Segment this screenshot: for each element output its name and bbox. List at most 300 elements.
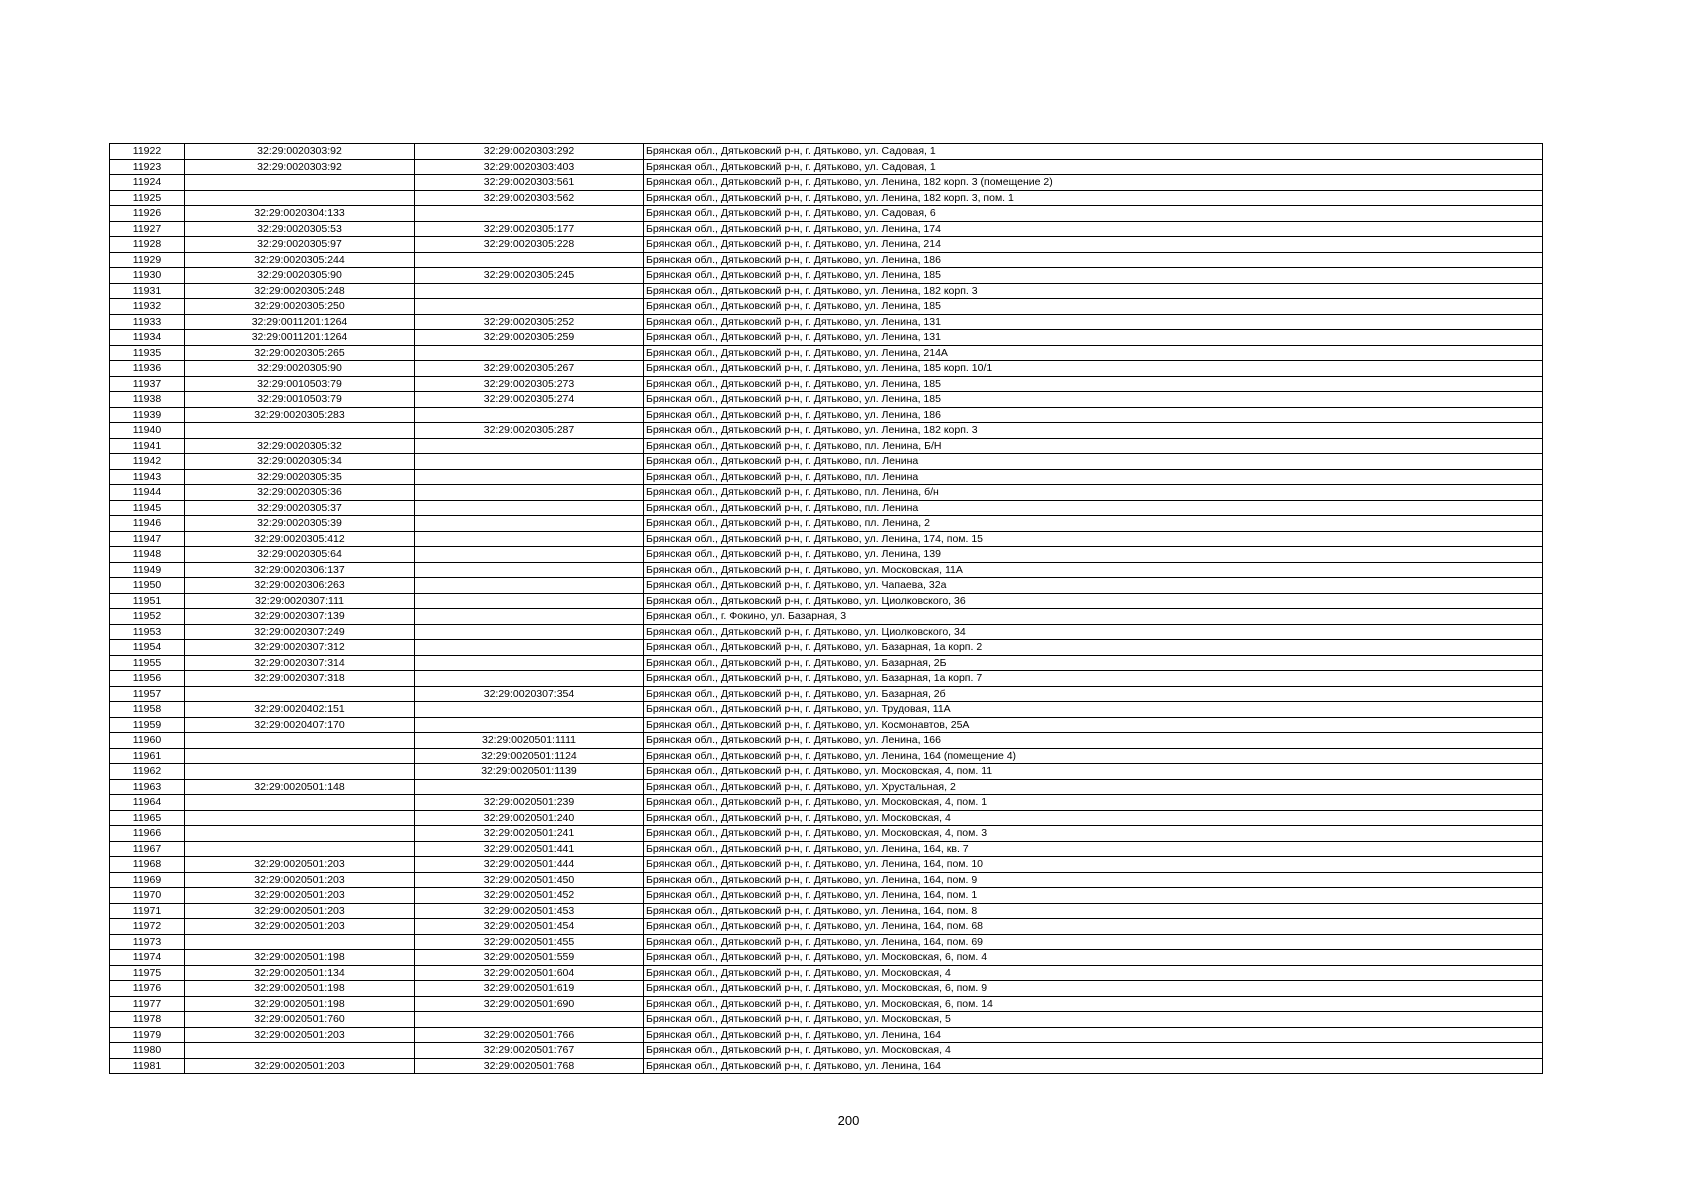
address-cell: Брянская обл., Дятьковский р-н, г. Дятьково, ул. Ленина, 214	[644, 237, 1543, 253]
land-cadastral-number-cell: 32:29:0020501:198	[185, 981, 415, 997]
table-row	[110, 330, 1543, 346]
object-cadastral-number-cell: 32:29:0020305:273	[415, 376, 644, 392]
land-cadastral-number-cell: 32:29:0020501:148	[185, 779, 415, 795]
row-number-cell: 11978	[110, 1012, 185, 1028]
address-cell: Брянская обл., Дятьковский р-н, г. Дятьково, ул. Ленина, 182 корп. 3 (помещение 2)	[644, 175, 1543, 191]
land-cadastral-number-cell: 32:29:0020305:90	[185, 268, 415, 284]
address-cell: Брянская обл., Дятьковский р-н, г. Дятьково, ул. Ленина, 185 корп. 10/1	[644, 361, 1543, 377]
table-row	[110, 376, 1543, 392]
object-cadastral-number-cell	[415, 609, 644, 625]
address-cell: Брянская обл., Дятьковский р-н, г. Дятьково, ул. Московская, 5	[644, 1012, 1543, 1028]
address-cell: Брянская обл., Дятьковский р-н, г. Дятьково, ул. Ленина, 164	[644, 1027, 1543, 1043]
land-cadastral-number-cell	[185, 423, 415, 439]
table-row	[110, 810, 1543, 826]
address-cell: Брянская обл., Дятьковский р-н, г. Дятьково, ул. Московская, 6, пом. 14	[644, 996, 1543, 1012]
row-number-cell: 11980	[110, 1043, 185, 1059]
row-number-cell: 11954	[110, 640, 185, 656]
address-cell: Брянская обл., Дятьковский р-н, г. Дятьково, ул. Хрустальная, 2	[644, 779, 1543, 795]
address-cell: Брянская обл., Дятьковский р-н, г. Дятьково, ул. Базарная, 2б	[644, 686, 1543, 702]
row-number-cell: 11935	[110, 345, 185, 361]
object-cadastral-number-cell: 32:29:0020307:354	[415, 686, 644, 702]
land-cadastral-number-cell: 32:29:0020303:92	[185, 159, 415, 175]
table-row	[110, 640, 1543, 656]
object-cadastral-number-cell	[415, 469, 644, 485]
row-number-cell: 11944	[110, 485, 185, 501]
row-number-cell: 11947	[110, 531, 185, 547]
object-cadastral-number-cell: 32:29:0020501:441	[415, 841, 644, 857]
row-number-cell: 11967	[110, 841, 185, 857]
table-row	[110, 392, 1543, 408]
row-number-cell: 11933	[110, 314, 185, 330]
object-cadastral-number-cell: 32:29:0020501:1111	[415, 733, 644, 749]
address-cell: Брянская обл., Дятьковский р-н, г. Дятьково, ул. Ленина, 186	[644, 252, 1543, 268]
land-cadastral-number-cell	[185, 190, 415, 206]
land-cadastral-number-cell: 32:29:0020304:133	[185, 206, 415, 222]
object-cadastral-number-cell: 32:29:0020501:690	[415, 996, 644, 1012]
object-cadastral-number-cell: 32:29:0020501:452	[415, 888, 644, 904]
object-cadastral-number-cell	[415, 345, 644, 361]
table-row	[110, 779, 1543, 795]
row-number-cell: 11969	[110, 872, 185, 888]
address-cell: Брянская обл., Дятьковский р-н, г. Дятьково, ул. Ленина, 185	[644, 299, 1543, 315]
land-cadastral-number-cell: 32:29:0020307:312	[185, 640, 415, 656]
address-cell: Брянская обл., Дятьковский р-н, г. Дятьково, ул. Базарная, 1а корп. 7	[644, 671, 1543, 687]
land-cadastral-number-cell	[185, 175, 415, 191]
address-cell: Брянская обл., Дятьковский р-н, г. Дятьково, ул. Садовая, 1	[644, 144, 1543, 160]
object-cadastral-number-cell: 32:29:0020305:259	[415, 330, 644, 346]
land-cadastral-number-cell: 32:29:0020305:265	[185, 345, 415, 361]
row-number-cell: 11950	[110, 578, 185, 594]
address-cell: Брянская обл., Дятьковский р-н, г. Дятьково, ул. Ленина, 186	[644, 407, 1543, 423]
object-cadastral-number-cell	[415, 702, 644, 718]
row-number-cell: 11976	[110, 981, 185, 997]
table-row	[110, 190, 1543, 206]
row-number-cell: 11923	[110, 159, 185, 175]
table-row	[110, 996, 1543, 1012]
row-number-cell: 11952	[110, 609, 185, 625]
land-cadastral-number-cell: 32:29:0020501:203	[185, 1058, 415, 1074]
object-cadastral-number-cell: 32:29:0020501:1139	[415, 764, 644, 780]
row-number-cell: 11926	[110, 206, 185, 222]
table-row	[110, 221, 1543, 237]
land-cadastral-number-cell: 32:29:0020307:318	[185, 671, 415, 687]
row-number-cell: 11939	[110, 407, 185, 423]
row-number-cell: 11973	[110, 934, 185, 950]
address-cell: Брянская обл., Дятьковский р-н, г. Дятьково, ул. Московская, 4, пом. 1	[644, 795, 1543, 811]
row-number-cell: 11949	[110, 562, 185, 578]
table-row	[110, 609, 1543, 625]
land-cadastral-number-cell: 32:29:0011201:1264	[185, 330, 415, 346]
address-cell: Брянская обл., Дятьковский р-н, г. Дятьково, ул. Ленина, 164	[644, 1058, 1543, 1074]
row-number-cell: 11934	[110, 330, 185, 346]
object-cadastral-number-cell	[415, 500, 644, 516]
table-row	[110, 144, 1543, 160]
table-row	[110, 299, 1543, 315]
land-cadastral-number-cell: 32:29:0020305:412	[185, 531, 415, 547]
table-row	[110, 268, 1543, 284]
table-row	[110, 578, 1543, 594]
address-cell: Брянская обл., Дятьковский р-н, г. Дятьково, ул. Ленина, 139	[644, 547, 1543, 563]
land-cadastral-number-cell: 32:29:0020305:37	[185, 500, 415, 516]
object-cadastral-number-cell: 32:29:0020305:228	[415, 237, 644, 253]
object-cadastral-number-cell: 32:29:0020501:450	[415, 872, 644, 888]
address-cell: Брянская обл., Дятьковский р-н, г. Дятьково, ул. Московская, 6, пом. 9	[644, 981, 1543, 997]
object-cadastral-number-cell	[415, 299, 644, 315]
table-row	[110, 717, 1543, 733]
address-cell: Брянская обл., Дятьковский р-н, г. Дятьково, ул. Ленина, 166	[644, 733, 1543, 749]
table-row	[110, 857, 1543, 873]
address-cell: Брянская обл., Дятьковский р-н, г. Дятьково, ул. Ленина, 164, пом. 68	[644, 919, 1543, 935]
row-number-cell: 11962	[110, 764, 185, 780]
row-number-cell: 11922	[110, 144, 185, 160]
object-cadastral-number-cell	[415, 671, 644, 687]
land-cadastral-number-cell	[185, 1043, 415, 1059]
table-row	[110, 423, 1543, 439]
table-row	[110, 841, 1543, 857]
address-cell: Брянская обл., Дятьковский р-н, г. Дятьково, ул. Ленина, 185	[644, 268, 1543, 284]
table-row	[110, 485, 1543, 501]
table-row	[110, 702, 1543, 718]
land-cadastral-number-cell	[185, 795, 415, 811]
address-cell: Брянская обл., Дятьковский р-н, г. Дятьково, ул. Московская, 11А	[644, 562, 1543, 578]
row-number-cell: 11941	[110, 438, 185, 454]
object-cadastral-number-cell	[415, 206, 644, 222]
row-number-cell: 11938	[110, 392, 185, 408]
object-cadastral-number-cell	[415, 252, 644, 268]
address-cell: Брянская обл., Дятьковский р-н, г. Дятьково, ул. Космонавтов, 25А	[644, 717, 1543, 733]
address-cell: Брянская обл., Дятьковский р-н, г. Дятьково, ул. Циолковского, 34	[644, 624, 1543, 640]
address-cell: Брянская обл., Дятьковский р-н, г. Дятьково, пл. Ленина	[644, 469, 1543, 485]
land-cadastral-number-cell: 32:29:0020305:35	[185, 469, 415, 485]
address-cell: Брянская обл., Дятьковский р-н, г. Дятьково, ул. Ленина, 131	[644, 314, 1543, 330]
address-cell: Брянская обл., Дятьковский р-н, г. Дятьково, ул. Ленина, 164, пом. 1	[644, 888, 1543, 904]
row-number-cell: 11940	[110, 423, 185, 439]
row-number-cell: 11946	[110, 516, 185, 532]
object-cadastral-number-cell	[415, 779, 644, 795]
registry-table-body	[110, 144, 1543, 1074]
land-cadastral-number-cell: 32:29:0020501:203	[185, 888, 415, 904]
object-cadastral-number-cell: 32:29:0020303:403	[415, 159, 644, 175]
land-cadastral-number-cell	[185, 826, 415, 842]
table-row	[110, 1012, 1543, 1028]
land-cadastral-number-cell: 32:29:0020305:34	[185, 454, 415, 470]
table-row	[110, 159, 1543, 175]
object-cadastral-number-cell	[415, 547, 644, 563]
address-cell: Брянская обл., Дятьковский р-н, г. Дятьково, ул. Чапаева, 32а	[644, 578, 1543, 594]
address-cell: Брянская обл., Дятьковский р-н, г. Дятьково, ул. Садовая, 6	[644, 206, 1543, 222]
address-cell: Брянская обл., Дятьковский р-н, г. Дятьково, ул. Ленина, 164, пом. 9	[644, 872, 1543, 888]
address-cell: Брянская обл., Дятьковский р-н, г. Дятьково, ул. Базарная, 1а корп. 2	[644, 640, 1543, 656]
land-cadastral-number-cell	[185, 934, 415, 950]
object-cadastral-number-cell: 32:29:0020305:287	[415, 423, 644, 439]
row-number-cell: 11957	[110, 686, 185, 702]
row-number-cell: 11970	[110, 888, 185, 904]
land-cadastral-number-cell: 32:29:0020305:90	[185, 361, 415, 377]
row-number-cell: 11975	[110, 965, 185, 981]
table-row	[110, 516, 1543, 532]
address-cell: Брянская обл., Дятьковский р-н, г. Дятьково, ул. Ленина, 174, пом. 15	[644, 531, 1543, 547]
land-cadastral-number-cell: 32:29:0020307:111	[185, 593, 415, 609]
land-cadastral-number-cell: 32:29:0020402:151	[185, 702, 415, 718]
table-row	[110, 345, 1543, 361]
object-cadastral-number-cell	[415, 717, 644, 733]
land-cadastral-number-cell: 32:29:0020501:203	[185, 1027, 415, 1043]
address-cell: Брянская обл., Дятьковский р-н, г. Дятьково, ул. Ленина, 182 корп. 3, пом. 1	[644, 190, 1543, 206]
land-cadastral-number-cell: 32:29:0020307:314	[185, 655, 415, 671]
row-number-cell: 11963	[110, 779, 185, 795]
object-cadastral-number-cell	[415, 283, 644, 299]
land-cadastral-number-cell: 32:29:0020307:139	[185, 609, 415, 625]
row-number-cell: 11971	[110, 903, 185, 919]
land-cadastral-number-cell	[185, 748, 415, 764]
table-row	[110, 500, 1543, 516]
object-cadastral-number-cell: 32:29:0020501:239	[415, 795, 644, 811]
table-row	[110, 655, 1543, 671]
object-cadastral-number-cell: 32:29:0020501:241	[415, 826, 644, 842]
table-row	[110, 903, 1543, 919]
row-number-cell: 11924	[110, 175, 185, 191]
row-number-cell: 11972	[110, 919, 185, 935]
row-number-cell: 11928	[110, 237, 185, 253]
table-row	[110, 547, 1543, 563]
row-number-cell: 11943	[110, 469, 185, 485]
land-cadastral-number-cell: 32:29:0020306:263	[185, 578, 415, 594]
object-cadastral-number-cell: 32:29:0020303:292	[415, 144, 644, 160]
address-cell: Брянская обл., Дятьковский р-н, г. Дятьково, пл. Ленина	[644, 500, 1543, 516]
object-cadastral-number-cell: 32:29:0020501:766	[415, 1027, 644, 1043]
address-cell: Брянская обл., Дятьковский р-н, г. Дятьково, пл. Ленина, 2	[644, 516, 1543, 532]
land-cadastral-number-cell: 32:29:0020305:244	[185, 252, 415, 268]
page-number: 200	[837, 1113, 860, 1128]
land-cadastral-number-cell: 32:29:0020407:170	[185, 717, 415, 733]
row-number-cell: 11974	[110, 950, 185, 966]
land-cadastral-number-cell: 32:29:0010503:79	[185, 392, 415, 408]
land-cadastral-number-cell: 32:29:0020501:134	[185, 965, 415, 981]
object-cadastral-number-cell	[415, 1012, 644, 1028]
land-cadastral-number-cell: 32:29:0011201:1264	[185, 314, 415, 330]
address-cell: Брянская обл., Дятьковский р-н, г. Дятьково, ул. Ленина, 185	[644, 392, 1543, 408]
object-cadastral-number-cell: 32:29:0020305:245	[415, 268, 644, 284]
table-row	[110, 1027, 1543, 1043]
land-cadastral-number-cell: 32:29:0020305:283	[185, 407, 415, 423]
land-cadastral-number-cell: 32:29:0020305:36	[185, 485, 415, 501]
table-row	[110, 531, 1543, 547]
table-row	[110, 454, 1543, 470]
row-number-cell: 11960	[110, 733, 185, 749]
address-cell: Брянская обл., Дятьковский р-н, г. Дятьково, ул. Московская, 4	[644, 810, 1543, 826]
object-cadastral-number-cell	[415, 454, 644, 470]
table-row	[110, 671, 1543, 687]
object-cadastral-number-cell: 32:29:0020501:767	[415, 1043, 644, 1059]
object-cadastral-number-cell: 32:29:0020501:559	[415, 950, 644, 966]
object-cadastral-number-cell	[415, 562, 644, 578]
row-number-cell: 11948	[110, 547, 185, 563]
address-cell: Брянская обл., Дятьковский р-н, г. Дятьково, ул. Трудовая, 11А	[644, 702, 1543, 718]
object-cadastral-number-cell	[415, 624, 644, 640]
address-cell: Брянская обл., Дятьковский р-н, г. Дятьково, ул. Ленина, 164, пом. 8	[644, 903, 1543, 919]
address-cell: Брянская обл., Дятьковский р-н, г. Дятьково, ул. Московская, 4	[644, 1043, 1543, 1059]
table-row	[110, 748, 1543, 764]
object-cadastral-number-cell: 32:29:0020501:453	[415, 903, 644, 919]
object-cadastral-number-cell: 32:29:0020501:454	[415, 919, 644, 935]
object-cadastral-number-cell: 32:29:0020305:274	[415, 392, 644, 408]
row-number-cell: 11951	[110, 593, 185, 609]
row-number-cell: 11925	[110, 190, 185, 206]
table-row	[110, 764, 1543, 780]
land-cadastral-number-cell: 32:29:0020501:760	[185, 1012, 415, 1028]
object-cadastral-number-cell	[415, 485, 644, 501]
address-cell: Брянская обл., Дятьковский р-н, г. Дятьково, ул. Ленина, 182 корп. 3	[644, 423, 1543, 439]
row-number-cell: 11958	[110, 702, 185, 718]
land-cadastral-number-cell: 32:29:0020307:249	[185, 624, 415, 640]
address-cell: Брянская обл., г. Фокино, ул. Базарная, 3	[644, 609, 1543, 625]
address-cell: Брянская обл., Дятьковский р-н, г. Дятьково, ул. Ленина, 164, кв. 7	[644, 841, 1543, 857]
row-number-cell: 11965	[110, 810, 185, 826]
row-number-cell: 11956	[110, 671, 185, 687]
land-cadastral-number-cell: 32:29:0020305:97	[185, 237, 415, 253]
land-cadastral-number-cell: 32:29:0020305:39	[185, 516, 415, 532]
land-cadastral-number-cell: 32:29:0020305:248	[185, 283, 415, 299]
table-row	[110, 361, 1543, 377]
land-cadastral-number-cell: 32:29:0020305:64	[185, 547, 415, 563]
object-cadastral-number-cell: 32:29:0020501:1124	[415, 748, 644, 764]
object-cadastral-number-cell	[415, 516, 644, 532]
land-cadastral-number-cell: 32:29:0020305:250	[185, 299, 415, 315]
land-cadastral-number-cell: 32:29:0020501:203	[185, 857, 415, 873]
address-cell: Брянская обл., Дятьковский р-н, г. Дятьково, ул. Ленина, 182 корп. 3	[644, 283, 1543, 299]
land-cadastral-number-cell: 32:29:0020501:198	[185, 996, 415, 1012]
table-row	[110, 733, 1543, 749]
table-row	[110, 686, 1543, 702]
object-cadastral-number-cell: 32:29:0020501:768	[415, 1058, 644, 1074]
address-cell: Брянская обл., Дятьковский р-н, г. Дятьково, ул. Ленина, 164 (помещение 4)	[644, 748, 1543, 764]
row-number-cell: 11931	[110, 283, 185, 299]
address-cell: Брянская обл., Дятьковский р-н, г. Дятьково, ул. Ленина, 174	[644, 221, 1543, 237]
row-number-cell: 11981	[110, 1058, 185, 1074]
object-cadastral-number-cell: 32:29:0020303:561	[415, 175, 644, 191]
row-number-cell: 11936	[110, 361, 185, 377]
object-cadastral-number-cell	[415, 531, 644, 547]
row-number-cell: 11977	[110, 996, 185, 1012]
table-row	[110, 562, 1543, 578]
land-cadastral-number-cell: 32:29:0020306:137	[185, 562, 415, 578]
address-cell: Брянская обл., Дятьковский р-н, г. Дятьково, ул. Базарная, 2Б	[644, 655, 1543, 671]
row-number-cell: 11930	[110, 268, 185, 284]
land-cadastral-number-cell	[185, 841, 415, 857]
object-cadastral-number-cell: 32:29:0020501:455	[415, 934, 644, 950]
object-cadastral-number-cell	[415, 593, 644, 609]
land-cadastral-number-cell: 32:29:0020501:203	[185, 872, 415, 888]
table-row	[110, 252, 1543, 268]
address-cell: Брянская обл., Дятьковский р-н, г. Дятьково, ул. Ленина, 164, пом. 10	[644, 857, 1543, 873]
row-number-cell: 11929	[110, 252, 185, 268]
address-cell: Брянская обл., Дятьковский р-н, г. Дятьково, ул. Циолковского, 36	[644, 593, 1543, 609]
object-cadastral-number-cell: 32:29:0020303:562	[415, 190, 644, 206]
object-cadastral-number-cell	[415, 578, 644, 594]
land-cadastral-number-cell: 32:29:0020501:198	[185, 950, 415, 966]
address-cell: Брянская обл., Дятьковский р-н, г. Дятьково, пл. Ленина	[644, 454, 1543, 470]
land-cadastral-number-cell	[185, 733, 415, 749]
table-row	[110, 965, 1543, 981]
address-cell: Брянская обл., Дятьковский р-н, г. Дятьково, ул. Московская, 4, пом. 3	[644, 826, 1543, 842]
object-cadastral-number-cell: 32:29:0020501:444	[415, 857, 644, 873]
object-cadastral-number-cell	[415, 640, 644, 656]
row-number-cell: 11927	[110, 221, 185, 237]
row-number-cell: 11959	[110, 717, 185, 733]
row-number-cell: 11932	[110, 299, 185, 315]
address-cell: Брянская обл., Дятьковский р-н, г. Дятьково, ул. Московская, 4, пом. 11	[644, 764, 1543, 780]
object-cadastral-number-cell: 32:29:0020501:619	[415, 981, 644, 997]
land-cadastral-number-cell	[185, 810, 415, 826]
object-cadastral-number-cell: 32:29:0020305:177	[415, 221, 644, 237]
address-cell: Брянская обл., Дятьковский р-н, г. Дятьково, ул. Ленина, 164, пом. 69	[644, 934, 1543, 950]
land-cadastral-number-cell: 32:29:0020305:32	[185, 438, 415, 454]
address-cell: Брянская обл., Дятьковский р-н, г. Дятьково, пл. Ленина, Б/Н	[644, 438, 1543, 454]
property-registry-table	[109, 143, 1543, 1074]
address-cell: Брянская обл., Дятьковский р-н, г. Дятьково, пл. Ленина, б/н	[644, 485, 1543, 501]
land-cadastral-number-cell	[185, 764, 415, 780]
object-cadastral-number-cell	[415, 407, 644, 423]
row-number-cell: 11945	[110, 500, 185, 516]
table-row	[110, 1058, 1543, 1074]
object-cadastral-number-cell	[415, 438, 644, 454]
address-cell: Брянская обл., Дятьковский р-н, г. Дятьково, ул. Садовая, 1	[644, 159, 1543, 175]
land-cadastral-number-cell: 32:29:0010503:79	[185, 376, 415, 392]
land-cadastral-number-cell: 32:29:0020305:53	[185, 221, 415, 237]
address-cell: Брянская обл., Дятьковский р-н, г. Дятьково, ул. Ленина, 185	[644, 376, 1543, 392]
object-cadastral-number-cell	[415, 655, 644, 671]
row-number-cell: 11961	[110, 748, 185, 764]
table-row	[110, 237, 1543, 253]
table-row	[110, 407, 1543, 423]
row-number-cell: 11966	[110, 826, 185, 842]
address-cell: Брянская обл., Дятьковский р-н, г. Дятьково, ул. Московская, 4	[644, 965, 1543, 981]
table-row	[110, 314, 1543, 330]
address-cell: Брянская обл., Дятьковский р-н, г. Дятьково, ул. Ленина, 131	[644, 330, 1543, 346]
row-number-cell: 11964	[110, 795, 185, 811]
object-cadastral-number-cell: 32:29:0020501:240	[415, 810, 644, 826]
table-row	[110, 438, 1543, 454]
row-number-cell: 11968	[110, 857, 185, 873]
table-row	[110, 206, 1543, 222]
table-row	[110, 934, 1543, 950]
table-row	[110, 1043, 1543, 1059]
table-row	[110, 283, 1543, 299]
row-number-cell: 11955	[110, 655, 185, 671]
table-row	[110, 981, 1543, 997]
object-cadastral-number-cell: 32:29:0020305:252	[415, 314, 644, 330]
table-row	[110, 919, 1543, 935]
address-cell: Брянская обл., Дятьковский р-н, г. Дятьково, ул. Ленина, 214А	[644, 345, 1543, 361]
table-row	[110, 593, 1543, 609]
table-row	[110, 469, 1543, 485]
table-row	[110, 872, 1543, 888]
land-cadastral-number-cell: 32:29:0020501:203	[185, 919, 415, 935]
row-number-cell: 11942	[110, 454, 185, 470]
object-cadastral-number-cell: 32:29:0020501:604	[415, 965, 644, 981]
land-cadastral-number-cell: 32:29:0020501:203	[185, 903, 415, 919]
land-cadastral-number-cell: 32:29:0020303:92	[185, 144, 415, 160]
object-cadastral-number-cell: 32:29:0020305:267	[415, 361, 644, 377]
table-row	[110, 795, 1543, 811]
table-row	[110, 175, 1543, 191]
table-row	[110, 624, 1543, 640]
address-cell: Брянская обл., Дятьковский р-н, г. Дятьково, ул. Московская, 6, пом. 4	[644, 950, 1543, 966]
row-number-cell: 11979	[110, 1027, 185, 1043]
row-number-cell: 11953	[110, 624, 185, 640]
table-row	[110, 888, 1543, 904]
table-row	[110, 826, 1543, 842]
